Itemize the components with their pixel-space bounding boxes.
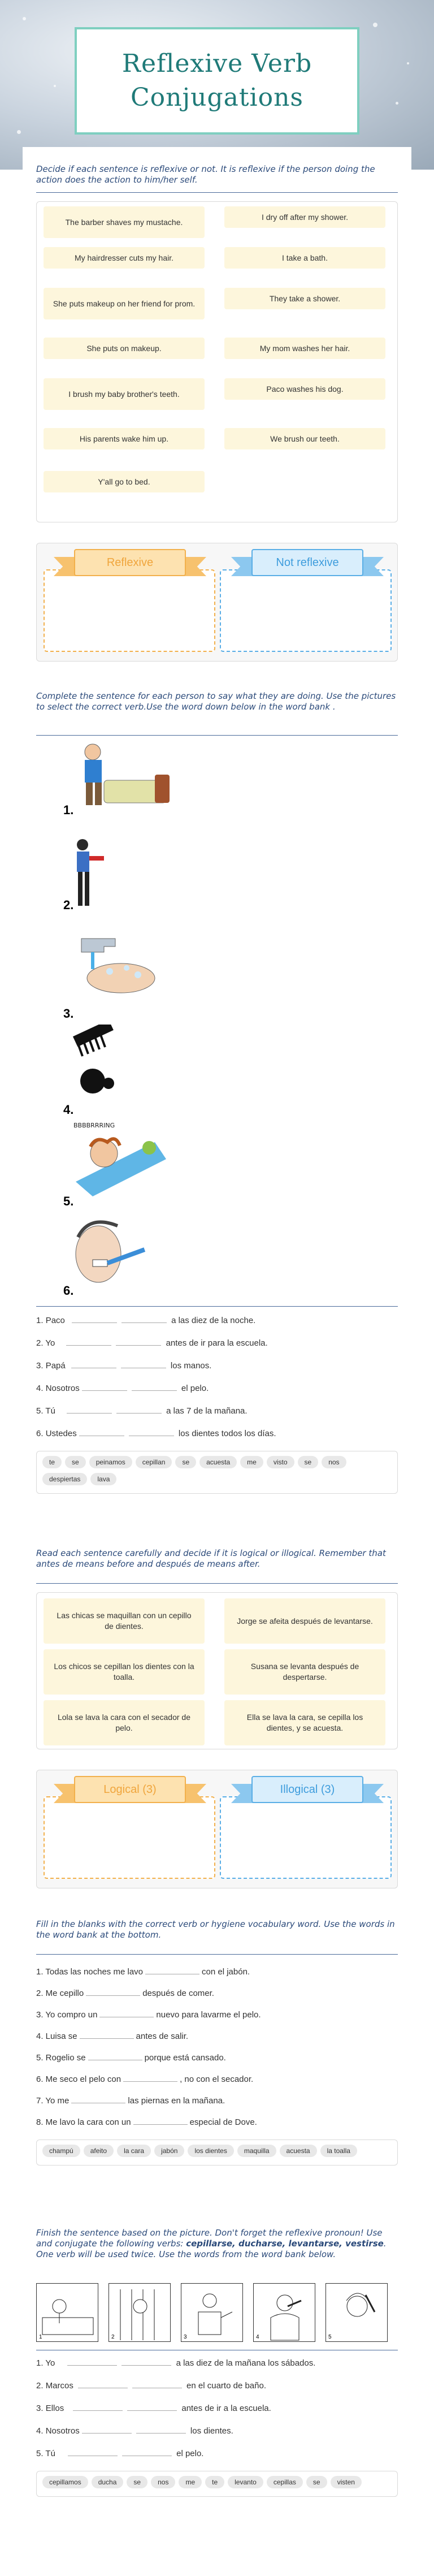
sort-tile[interactable]: His parents wake him up. [44,428,205,449]
divider [36,1954,398,1955]
blank-input[interactable] [121,1360,166,1368]
word-chip[interactable]: se [65,1456,86,1468]
sentence: 4. Luisa se antes de salir. [36,2032,189,2041]
category-label-illogical: Illogical (3) [231,1776,384,1806]
word-chip[interactable]: los dientes [188,2145,233,2157]
sort-tile[interactable]: My mom washes her hair. [224,338,385,359]
word-chip[interactable]: nos [151,2476,175,2488]
strip-picture: 4 [253,2283,315,2342]
blank-input[interactable] [86,1988,140,1996]
word-chip[interactable]: cepillas [267,2476,303,2488]
blank-input[interactable] [99,2009,154,2017]
word-chip[interactable]: acuesta [199,1456,237,1468]
word-chip[interactable]: se [298,1456,319,1468]
header-banner [0,0,434,170]
sentence: 2. Yo antes de ir para la escuela. [36,1338,268,1348]
category-label-reflexive: Reflexive [54,549,206,580]
category-box [36,1770,398,1888]
category-box [36,543,398,662]
sentence: 7. Yo me las piernas en la mañana. [36,2096,225,2106]
word-chip[interactable]: visten [331,2476,362,2488]
section4-instruction: Fill in the blanks with the correct verb or hygiene vocabulary word. Use the words in the word bank at the bottom. [36,1919,395,1940]
sort-tile[interactable]: Los chicos se cepillan los dientes con la toalla. [44,1649,205,1695]
word-chip[interactable]: se [306,2476,327,2488]
blank-input[interactable] [123,2074,177,2082]
word-bank [36,1451,398,1494]
sentence: 1. Yo a las diez de la mañana los sábados. [36,2358,316,2368]
blank-input[interactable] [66,1338,111,1346]
blank-input[interactable] [116,1406,162,1414]
sentence: 1. Todas las noches me lavo con el jabón. [36,1967,250,1977]
blank-input[interactable] [129,1428,174,1436]
divider [36,1306,398,1307]
blank-input[interactable] [78,2380,128,2388]
sentence: 5. Tú el pelo. [36,2449,204,2458]
blank-input[interactable] [116,1338,161,1346]
brushing-teeth-picture [70,1214,172,1291]
word-bank [36,2471,398,2497]
word-chip[interactable]: me [240,1456,263,1468]
sentence: 6. Me seco el pelo con , no con el secador. [36,2074,254,2084]
blank-input[interactable] [67,1406,112,1414]
word-chip[interactable]: nos [322,1456,346,1468]
sentence: 2. Me cepillo después de comer. [36,1989,214,1998]
washing-hands-picture [70,927,172,1004]
sentence: 4. Nosotros el pelo. [36,1384,209,1393]
word-chip[interactable]: acuesta [280,2145,317,2157]
worksheet [23,147,411,2573]
word-chip[interactable]: afeito [84,2145,114,2157]
combing-hair-picture [70,1025,172,1101]
blank-input[interactable] [133,2117,188,2125]
section1-instruction: Decide if each sentence is reflexive or not. It is reflexive if the person doing the action does the action to him/her self. [36,164,375,185]
word-chip[interactable]: se [175,1456,196,1468]
category-label-not-reflexive: Not reflexive [231,549,384,580]
word-chip[interactable]: lava [90,1473,116,1485]
title-card [75,27,359,135]
blank-input[interactable] [71,2095,125,2103]
sort-tile[interactable]: My hairdresser cuts my hair. [44,247,205,269]
word-chip[interactable]: me [179,2476,202,2488]
sleeping-man-picture [70,741,172,818]
picture-number: 1. [63,803,74,817]
blank-input[interactable] [88,2052,142,2060]
picture-number: 6. [63,1283,74,1298]
blank-input[interactable] [72,1315,117,1323]
blank-input[interactable] [82,2426,132,2434]
blank-input[interactable] [68,2448,118,2456]
word-chip[interactable]: maquilla [237,2145,276,2157]
sentence: 6. Ustedes los dientes todos los días. [36,1429,276,1438]
blank-input[interactable] [136,2426,186,2434]
sort-tile[interactable]: The barber shaves my mustache. [44,206,205,238]
dressing-picture [70,836,172,913]
sort-tile[interactable]: Ella se lava la cara, se cepilla los dientes, y se acuesta. [224,1700,385,1745]
page-title: Reflexive Verb Conjugations [121,49,313,112]
blank-input[interactable] [67,2358,117,2366]
divider [36,735,398,736]
sentence: 4. Nosotros los dientes. [36,2426,233,2436]
sort-tile[interactable]: We brush our teeth. [224,428,385,449]
sort-tile[interactable]: I dry off after my shower. [224,206,385,228]
word-chip[interactable]: champú [42,2145,80,2157]
drop-zone-reflexive[interactable] [44,569,215,652]
divider [36,192,398,193]
sentence: 8. Me lavo la cara con un especial de Dove. [36,2117,257,2127]
sort-tile[interactable]: She puts on makeup. [44,338,205,359]
word-chip[interactable]: te [42,1456,62,1468]
sentence: 3. Yo compro un nuevo para lavarme el pelo. [36,2010,261,2020]
blank-input[interactable] [73,2403,123,2411]
blank-input[interactable] [80,2031,134,2039]
word-chip[interactable]: visto [267,1456,294,1468]
sentence: 2. Marcos en el cuarto de baño. [36,2381,266,2391]
word-chip[interactable]: jabón [154,2145,184,2157]
drop-zone-not-reflexive[interactable] [220,569,392,652]
blank-input[interactable] [71,1360,116,1368]
strip-picture: 2 [108,2283,171,2342]
blank-input[interactable] [127,2403,177,2411]
blank-input[interactable] [132,2380,182,2388]
word-chip[interactable]: levanto [228,2476,263,2488]
word-bank [36,2140,398,2166]
drop-zone-illogical[interactable] [220,1796,392,1879]
blank-input[interactable] [122,2448,172,2456]
picture-number: 2. [63,898,74,912]
sort-tile[interactable]: Jorge se afeita después de levantarse. [224,1598,385,1644]
svg-text:BBBBRRRING: BBBBRRRING [73,1122,115,1129]
strip-picture: 1 [36,2283,98,2342]
section2-instruction: Complete the sentence for each person to say what they are doing. Use the pictures to select the correct verb.Use the word down below in the word bank . [36,691,396,712]
sort-tile[interactable]: I brush my baby brother's teeth. [44,378,205,410]
word-chip[interactable]: te [205,2476,224,2488]
sort-tile[interactable]: Las chicas se maquillan con un cepillo de dientes. [44,1598,205,1644]
sentence: 3. Ellos antes de ir a la escuela. [36,2404,271,2413]
word-chip[interactable]: se [127,2476,147,2488]
waking-up-picture [70,1120,172,1196]
blank-input[interactable] [79,1428,124,1436]
word-chip[interactable]: ducha [92,2476,124,2488]
word-chip[interactable]: peinamos [89,1456,132,1468]
word-chip[interactable]: cepillamos [42,2476,88,2488]
blank-input[interactable] [82,1383,127,1391]
picture-number: 4. [63,1103,74,1117]
section5-instruction: Finish the sentence based on the picture. Don't forget the reflexive pronoun! Use and conjugate the following verbs: cepillarse, ducharse, levantarse, vestirse. One verb will be used twice. Use the words from the word bank below. [36,2228,387,2259]
sort-tile[interactable]: Y'all go to bed. [44,471,205,492]
word-chip[interactable]: la toalla [320,2145,357,2157]
sort-tile[interactable]: They take a shower. [224,288,385,309]
picture-number: 5. [63,1194,74,1208]
sentence: 3. Papá los manos. [36,1361,212,1371]
strip-picture: 5 [326,2283,388,2342]
sentence: 5. Tú a las 7 de la mañana. [36,1406,248,1416]
word-chip[interactable]: despiertas [42,1473,87,1485]
sentence: 5. Rogelio se porque está cansado. [36,2053,226,2063]
word-chip[interactable]: la cara [117,2145,151,2157]
blank-input[interactable] [121,1315,167,1323]
sentence: 1. Paco a las diez de la noche. [36,1316,256,1325]
divider [36,1583,398,1584]
drop-zone-logical[interactable] [44,1796,215,1879]
sort-tile[interactable]: She puts makeup on her friend for prom. [44,288,205,319]
category-label-logical: Logical (3) [54,1776,206,1806]
strip-picture: 3 [181,2283,243,2342]
sort-tiles-box [36,201,398,522]
picture-number: 3. [63,1006,74,1021]
sort-tile[interactable]: Susana se levanta después de despertarse. [224,1649,385,1695]
sort-tiles-box [36,1592,398,1749]
blank-input[interactable] [145,1966,199,1974]
sort-tile[interactable]: Lola se lava la cara con el secador de pelo. [44,1700,205,1745]
blank-input[interactable] [121,2358,171,2366]
sort-tile[interactable]: Paco washes his dog. [224,378,385,400]
sort-tile[interactable]: I take a bath. [224,247,385,269]
section3-instruction: Read each sentence carefully and decide if it is logical or illogical. Remember that antes de means before and después de means after. [36,1548,386,1569]
word-chip[interactable]: cepillan [136,1456,172,1468]
blank-input[interactable] [132,1383,177,1391]
